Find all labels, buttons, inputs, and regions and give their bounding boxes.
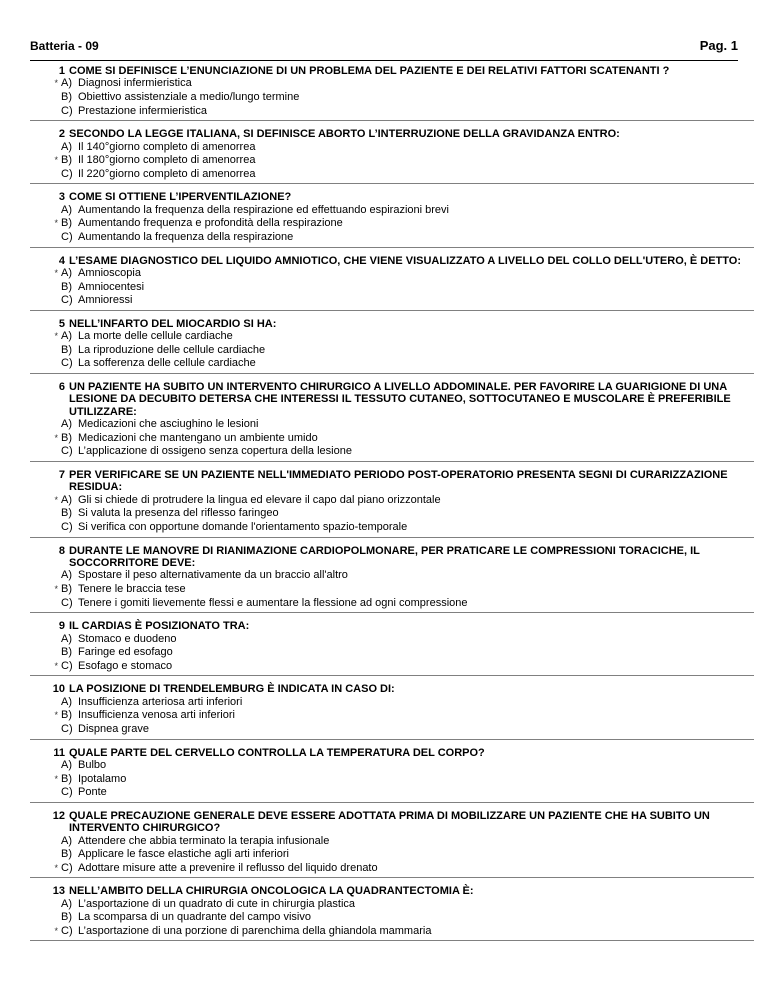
answer-option [30,646,754,660]
option-letter: C) [61,167,73,180]
correct-answer-marker [30,344,61,358]
correct-answer-marker [30,759,61,773]
option-letter: B) [61,848,72,861]
option-letter: B) [61,217,72,230]
option-letter: A) [61,140,72,153]
option-text: Insufficienza arteriosa arti inferiori [78,695,243,708]
answer-option [30,231,754,245]
answer-option [30,862,754,876]
answer-option [30,445,754,459]
question-header [30,469,754,494]
correct-answer-marker: * [54,267,58,278]
document-title: Batteria - 09 [30,39,99,53]
option-text: Si verifica con opportune domande l'orientamento spazio-temporale [78,520,408,533]
answer-option [30,217,754,231]
correct-answer-marker: * [54,773,58,784]
option-letter: A) [61,897,72,910]
option-text: Stomaco e duodeno [78,632,177,645]
question-block [30,883,754,941]
answer-option [30,168,754,182]
correct-answer-marker [30,633,61,647]
option-letter: A) [61,632,72,645]
question-header [30,620,754,632]
option-letter: C) [61,786,73,799]
question-block [30,745,754,803]
question-header [30,381,754,418]
question-header [30,545,754,570]
question-block [30,379,754,462]
option-letter: C) [61,357,73,370]
option-text: Ponte [78,786,107,799]
correct-answer-marker: * [54,710,58,721]
question-block [30,126,754,184]
answer-option [30,660,754,674]
correct-answer-marker [30,723,61,737]
question-block [30,63,754,121]
option-text: Diagnosi infermieristica [78,77,192,90]
option-letter: A) [61,77,72,90]
answer-option [30,294,754,308]
page-header [30,38,738,61]
option-text: Medicazioni che mantengano un ambiente umido [78,431,318,444]
correct-answer-marker [30,911,61,925]
option-text: Si valuta la presenza del riflesso faringeo [78,507,279,520]
question-header [30,65,754,77]
correct-answer-marker [30,445,61,459]
answer-option [30,281,754,295]
option-text: Aumentando la frequenza della respirazione ed effettuando espirazioni brevi [78,203,449,216]
question-text: COME SI DEFINISCE L’ENUNCIAZIONE DI UN PROBLEMA DEL PAZIENTE E DEI RELATIVI FATTORI SCATENANTI ? [69,65,670,77]
option-letter: A) [61,569,72,582]
answer-option [30,569,754,583]
option-text: Obiettivo assistenziale a medio/lungo termine [78,91,300,103]
answer-option [30,709,754,723]
option-letter: B) [61,343,72,356]
correct-answer-marker [30,646,61,660]
question-header [30,747,754,759]
correct-answer-marker [30,848,61,862]
answer-option [30,204,754,218]
correct-answer-marker: * [54,862,58,873]
question-header [30,191,754,203]
correct-answer-marker: * [54,583,58,594]
correct-answer-marker: * [54,660,58,671]
answer-option [30,507,754,521]
question-header [30,683,754,695]
correct-answer-marker: * [54,432,58,443]
question-number: 4 [58,254,65,267]
question-block [30,189,754,247]
answer-option [30,357,754,371]
option-text: Medicazioni che asciughino le lesioni [78,418,259,431]
answer-option [30,432,754,446]
correct-answer-marker [30,507,61,521]
correct-answer-marker [30,281,61,295]
option-letter: B) [61,280,72,293]
option-letter: B) [61,582,72,595]
question-number: 13 [52,885,65,898]
correct-answer-marker [30,597,61,611]
correct-answer-marker [30,898,61,912]
correct-answer-marker [30,204,61,218]
answer-option [30,848,754,862]
question-header [30,318,754,330]
question-number: 10 [52,683,65,696]
question-number: 7 [58,468,65,481]
option-letter: C) [61,445,73,458]
option-letter: A) [61,758,72,771]
option-letter: C) [61,924,73,937]
option-text: Adottare misure atte a prevenire il reflusso del liquido drenato [78,861,378,874]
option-letter: C) [61,230,73,243]
question-header [30,255,754,267]
option-text: Amniocentesi [78,280,145,293]
correct-answer-marker [30,786,61,800]
correct-answer-marker [30,357,61,371]
option-text: Tenere i gomiti lievemente flessi e aumentare la flessione ad ogni compressione [78,596,468,609]
option-text: Aumentando frequenza e profondità della respirazione [78,217,343,230]
answer-option [30,925,754,939]
correct-answer-marker: * [54,155,58,166]
option-text: Faringe ed esofago [78,646,173,659]
option-letter: B) [61,709,72,722]
option-text: L’asportazione di una porzione di parenchima della ghiandola mammaria [78,924,432,937]
question-block [30,316,754,374]
answer-option [30,494,754,508]
answer-option [30,696,754,710]
correct-answer-marker [30,835,61,849]
option-letter: C) [61,520,73,533]
option-text: Il 220°giorno completo di amenorrea [78,167,256,180]
answer-option [30,267,754,281]
question-list [30,63,754,946]
question-number: 2 [58,128,65,141]
question-number: 1 [58,65,65,77]
option-text: Gli si chiede di protrudere la lingua ed elevare il capo dal piano orizzontale [78,493,441,506]
option-text: Bulbo [78,758,107,771]
question-number: 3 [58,191,65,204]
option-letter: C) [61,861,73,874]
option-text: Prestazione infermieristica [78,104,207,117]
question-header [30,128,754,140]
option-letter: A) [61,203,72,216]
correct-answer-marker [30,168,61,182]
option-text: Dispnea grave [78,722,149,735]
page-number: Pag. 1 [699,38,738,53]
question-block [30,808,754,879]
question-text: NELL’AMBITO DELLA CHIRURGIA ONCOLOGICA LA QUADRANTECTOMIA È: [69,885,474,898]
answer-option [30,154,754,168]
answer-option [30,786,754,800]
answer-option [30,77,754,91]
option-letter: C) [61,722,73,735]
option-text: Esofago e stomaco [78,659,173,672]
option-letter: A) [61,330,72,343]
answer-option [30,759,754,773]
option-text: L’applicazione di ossigeno senza copertura della lesione [78,445,352,458]
option-letter: B) [61,431,72,444]
correct-answer-marker [30,696,61,710]
option-letter: C) [61,659,73,672]
option-text: Insufficienza venosa arti inferiori [78,709,235,722]
answer-option [30,633,754,647]
option-letter: C) [61,294,73,307]
answer-option [30,141,754,155]
option-letter: A) [61,418,72,431]
correct-answer-marker [30,91,61,105]
correct-answer-marker [30,569,61,583]
option-text: Ipotalamo [78,772,127,785]
correct-answer-marker [30,105,61,119]
option-text: Tenere le braccia tese [78,582,186,595]
question-block [30,467,754,538]
answer-option [30,597,754,611]
answer-option [30,723,754,737]
option-letter: A) [61,695,72,708]
question-text: NELL’INFARTO DEL MIOCARDIO SI HA: [69,317,277,330]
answer-option [30,105,754,119]
option-letter: B) [61,91,72,103]
correct-answer-marker: * [54,331,58,342]
option-letter: B) [61,507,72,520]
option-letter: B) [61,154,72,167]
question-text: PER VERIFICARE SE UN PAZIENTE NELL'IMMEDIATO PERIODO POST-OPERATORIO PRESENTA SEGNI DI CURARIZZAZIONE RESIDUA: [69,468,728,494]
option-letter: C) [61,596,73,609]
correct-answer-marker [30,231,61,245]
question-number: 12 [52,809,65,822]
question-text: QUALE PARTE DEL CERVELLO CONTROLLA LA TEMPERATURA DEL CORPO? [69,746,485,759]
option-letter: A) [61,834,72,847]
option-text: L’asportazione di un quadrato di cute in chirurgia plastica [78,897,356,910]
option-text: Amnioressi [78,294,133,307]
correct-answer-marker [30,141,61,155]
correct-answer-marker: * [54,78,58,89]
question-text: L’ESAME DIAGNOSTICO DEL LIQUIDO AMNIOTICO, CHE VIENE VISUALIZZATO A LIVELLO DEL COLLO DELL'UTERO, È DETTO: [69,254,742,267]
option-text: Il 140°giorno completo di amenorrea [78,140,256,153]
option-letter: B) [61,772,72,785]
question-number: 5 [58,317,65,330]
option-text: Il 180°giorno completo di amenorrea [78,154,256,167]
option-letter: A) [61,493,72,506]
answer-option [30,344,754,358]
correct-answer-marker: * [54,925,58,936]
option-text: La scomparsa di un quadrante del campo visivo [78,911,311,924]
option-text: Amnioscopia [78,266,141,279]
option-text: La morte delle cellule cardiache [78,330,233,343]
question-number: 9 [58,620,65,633]
question-block [30,543,754,614]
correct-answer-marker [30,521,61,535]
option-text: Attendere che abbia terminato la terapia infusionale [78,834,330,847]
question-block [30,618,754,676]
answer-option [30,418,754,432]
question-text: UN PAZIENTE HA SUBITO UN INTERVENTO CHIRURGICO A LIVELLO ADDOMINALE. PER FAVORIRE LA GUARIGIONE DI UNA LESIONE DA DECUBITO DETERSA CHE INTERESSI IL TESSUTO CUTANEO, SOTTOCUTANEO E MUSCOLARE È PREFERIBILE UTILIZZARE: [69,380,731,418]
answer-option [30,911,754,925]
question-text: IL CARDIAS È POSIZIONATO TRA: [69,620,250,633]
question-number: 11 [53,746,65,759]
question-number: 8 [58,544,65,557]
question-text: LA POSIZIONE DI TRENDELEMBURG È INDICATA IN CASO DI: [69,683,395,696]
question-block [30,681,754,739]
option-letter: C) [61,104,73,117]
answer-option [30,773,754,787]
correct-answer-marker: * [54,494,58,505]
correct-answer-marker [30,418,61,432]
option-text: La riproduzione delle cellule cardiache [78,343,266,356]
question-block [30,253,754,311]
question-header [30,885,754,897]
question-number: 6 [58,380,65,393]
question-text: DURANTE LE MANOVRE DI RIANIMAZIONE CARDIOPOLMONARE, PER PRATICARE LE COMPRESSIONI TORACICHE, IL SOCCORRITORE DEVE: [69,544,700,569]
option-text: Spostare il peso alternativamente da un braccio all'altro [78,569,348,582]
correct-answer-marker: * [54,218,58,229]
option-letter: B) [61,646,72,659]
option-letter: B) [61,911,72,924]
answer-option [30,898,754,912]
answer-option [30,330,754,344]
option-text: Aumentando la frequenza della respirazione [78,230,294,243]
option-text: La sofferenza delle cellule cardiache [78,357,256,370]
answer-option [30,521,754,535]
answer-option [30,583,754,597]
answer-option [30,91,754,105]
question-text: SECONDO LA LEGGE ITALIANA, SI DEFINISCE ABORTO L’INTERRUZIONE DELLA GRAVIDANZA ENTRO: [69,128,620,141]
question-header [30,810,754,835]
correct-answer-marker [30,294,61,308]
option-text: Applicare le fasce elastiche agli arti inferiori [78,848,289,861]
question-text: COME SI OTTIENE L’IPERVENTILAZIONE? [69,191,292,204]
answer-option [30,835,754,849]
question-text: QUALE PRECAUZIONE GENERALE DEVE ESSERE ADOTTATA PRIMA DI MOBILIZZARE UN PAZIENTE CHE HA SUBITO UN INTERVENTO CHIRURGICO? [69,809,710,835]
option-letter: A) [61,266,72,279]
